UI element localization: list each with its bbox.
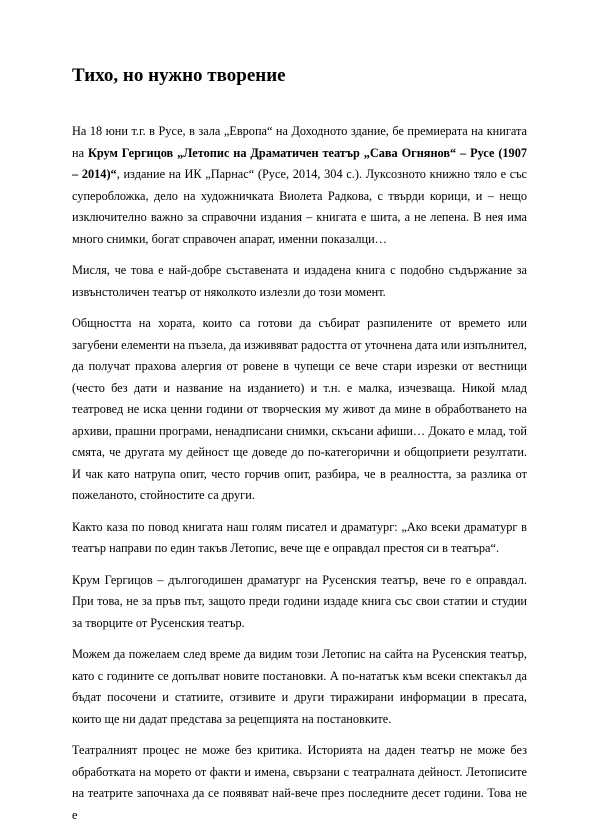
article-body: [72, 121, 527, 835]
document-page: [72, 0, 528, 822]
paragraph-3: Общността на хората, които са готови да събират разпилените от времето или загубени елементи на пъзела, да изживяват радостта от уточнена дата или изпълнител, да получат прахова алергия от ровене в чупещи се вече стари изрезки от вестници (често без дати и название на изданието) и т.н. е малка, изчезваща. Никой млад театровед не иска ценни години от творческия му живот да мине в обработването на архиви, прашни програми, ненадписани снимки, скъсани афиши… Докато е млад, той смята, че другата му дейност ще доведе до по-категорични и общоприети резултати. И чак като натрупа опит, често горчив опит, разбира, че в реалността, за разлика от пожеланото, стойностите са други.: [72, 316, 527, 502]
paragraph-2: Мисля, че това е най-добре съставената и издадена книга с подобно съдържание за извънстоличен театър от няколкото излезли до този момент.: [72, 263, 527, 299]
paragraph-1-lead: На 18 юни т.г. в Русе, в зала „Европа“ на Доходното здание, бе премиерата на книгата на: [72, 124, 527, 160]
paragraph-7: Театралният процес не може без критика. Историята на даден театър не може без обработката на морето от факти и имена, свързани с театралната дейност. Летописите на театрите започнаха да се появяват най-вече през последните десет години. Това не е: [72, 743, 527, 822]
book-title: Крум Гергицов „Летопис на Драматичен театър „Сава Огнянов“ – Русе (1907 – 2014)“: [72, 145, 528, 181]
paragraph-1: [72, 121, 527, 250]
paragraph-5: Крум Гергицов – дългогодишен драматург на Русенския театър, вече го е оправдал. При това, не за пръв път, защото преди години издаде книга със свои статии и студии за творците от Русенския театър.: [72, 572, 527, 630]
article-title: Тихо, но нужно творение: [72, 65, 286, 86]
paragraph-1-rest: , издание на ИК „Парнас“ (Русе, 2014, 304 с.). Луксозното книжно тяло е със суперобложка, дело на художничката Виолета Радкова, с твърди корици, и – нещо изключително важно за справочни издания – книгата е шита, а не лепена. В нея има много снимки, богат справочен апарат, именни показалци…: [72, 167, 528, 246]
paragraph-6: Можем да пожелаем след време да видим този Летопис на сайта на Русенския театър, като с годините се допълват новите постановки. А по-нататък към всеки спектакъл да бъдат посочени и статиите, отзивите и други тиражирани информации в пресата, които ще ни дадат представа за рецепцията на постановките.: [72, 647, 527, 726]
paragraph-4: Както каза по повод книгата наш голям писател и драматург: „Ако всеки драматург в театър направи по един такъв Летопис, вече ще е оправдал престоя си в театъра“.: [72, 519, 527, 555]
